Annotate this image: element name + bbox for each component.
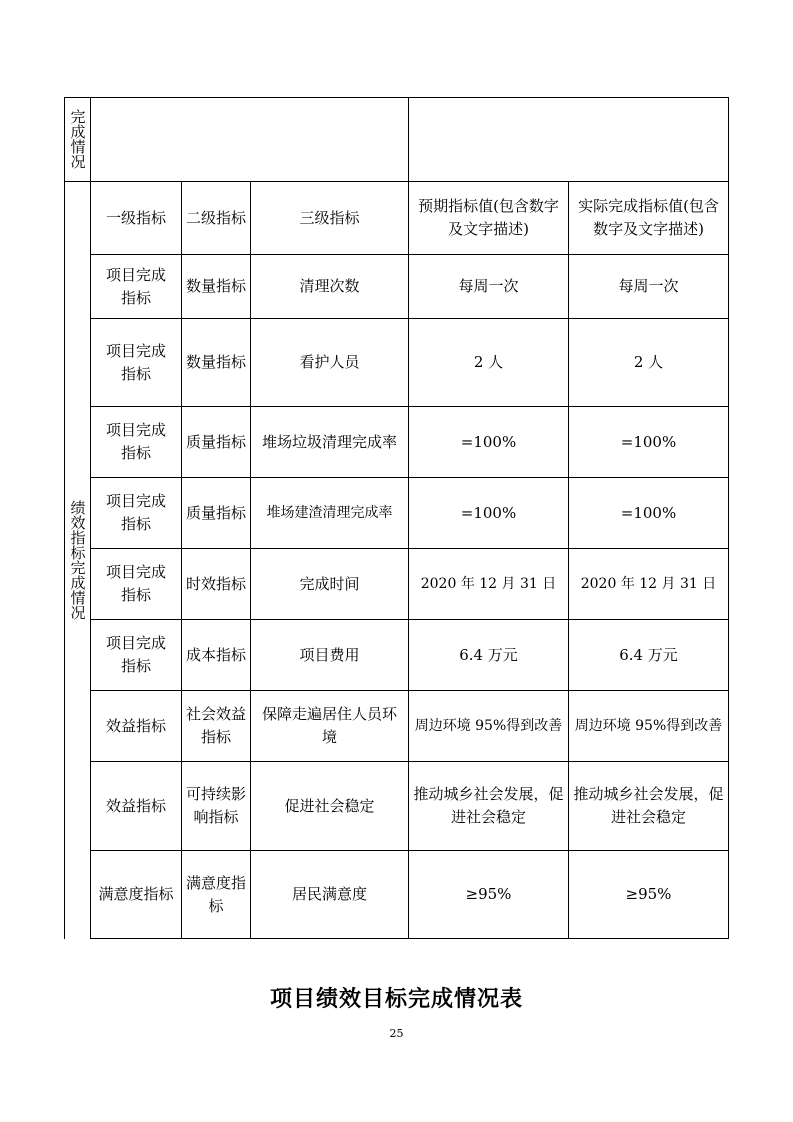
row1-expected: 每周一次	[458, 277, 519, 295]
row5-level3: 完成时间	[299, 574, 360, 593]
row7-actual: 周边环境 95%得到改善	[574, 717, 723, 734]
row4-level3: 堆场建渣清理完成率	[266, 504, 393, 521]
row9-expected: ≥95%	[465, 885, 512, 903]
row4-expected: =100%	[460, 503, 517, 522]
row7-level2: 社会效益指标	[186, 705, 247, 746]
row9-level1: 满意度指标	[98, 885, 174, 903]
row6-expected: 6.4 万元	[459, 645, 518, 664]
row4-level2: 质量指标	[185, 503, 246, 522]
header-level2: 二级指标	[185, 208, 246, 227]
row1-actual: 每周一次	[618, 277, 679, 295]
header-expected: 预期指标值(包含数字及文字描述)	[418, 197, 559, 238]
row2-expected: 2 人	[473, 353, 504, 371]
row2-level1: 项目完成指标	[105, 341, 166, 383]
row9-level3: 居民满意度	[291, 885, 367, 903]
row2-actual: 2 人	[633, 353, 664, 371]
row9-level2: 满意度指标	[185, 873, 246, 915]
page-title: 项目绩效目标完成情况表	[269, 987, 523, 1012]
row8-expected: 推动城乡社会发展，促进社会稳定	[413, 785, 564, 826]
header-level1: 一级指标	[105, 208, 166, 227]
row6-level3: 项目费用	[299, 645, 360, 664]
row3-level1: 项目完成指标	[105, 421, 166, 462]
performance-section-label: 绩效指标完成情况	[68, 499, 87, 620]
row5-level2: 时效指标	[185, 574, 246, 593]
row8-level3: 促进社会稳定	[284, 796, 375, 815]
table-rule	[728, 97, 729, 939]
row8-level1: 效益指标	[105, 796, 166, 815]
row6-level1: 项目完成指标	[105, 634, 166, 675]
row8-level2: 可持续影响指标	[186, 785, 247, 826]
row7-level1: 效益指标	[105, 716, 166, 735]
completion-section-label: 完成情况	[68, 109, 87, 169]
row1-level1: 项目完成指标	[105, 265, 166, 307]
row1-level2: 数量指标	[185, 277, 246, 295]
table-rule	[90, 938, 729, 939]
row8-actual: 推动城乡社会发展，促进社会稳定	[573, 785, 724, 826]
row5-expected: 2020 年 12 月 31 日	[420, 575, 557, 592]
row6-actual: 6.4 万元	[619, 645, 678, 664]
row6-level2: 成本指标	[185, 645, 246, 664]
row3-actual: =100%	[620, 432, 677, 451]
header-level3: 三级指标	[299, 208, 360, 227]
table-rule	[64, 97, 729, 98]
row2-level2: 数量指标	[185, 353, 246, 371]
row1-level3: 清理次数	[299, 277, 360, 295]
page-number: 25	[389, 1027, 404, 1040]
row4-actual: =100%	[620, 503, 677, 522]
row5-actual: 2020 年 12 月 31 日	[580, 575, 717, 592]
row3-level3: 堆场垃圾清理完成率	[261, 432, 397, 451]
row2-level3: 看护人员	[299, 353, 360, 371]
row3-level2: 质量指标	[185, 432, 246, 451]
row9-actual: ≥95%	[625, 885, 672, 903]
row7-expected: 周边环境 95%得到改善	[414, 717, 563, 734]
header-actual: 实际完成指标值(包含数字及文字描述)	[578, 197, 719, 238]
row5-level1: 项目完成指标	[105, 563, 166, 604]
row4-level1: 项目完成指标	[105, 492, 166, 533]
row3-expected: =100%	[460, 432, 517, 451]
row7-level3: 保障走遍居住人员环境	[261, 705, 397, 746]
